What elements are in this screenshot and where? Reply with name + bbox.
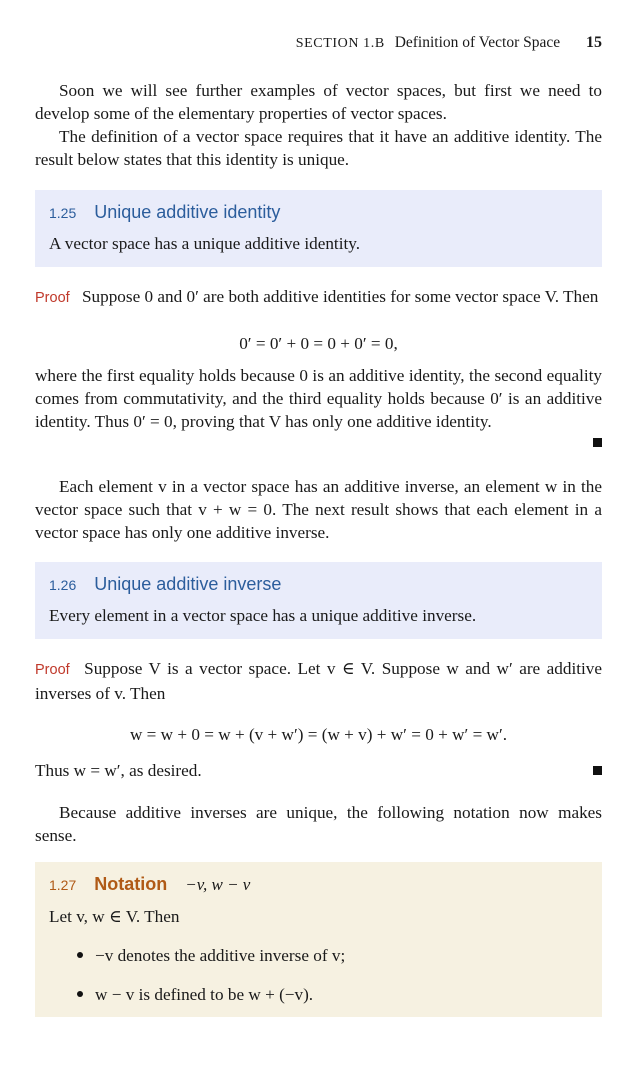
proof-1-26-equation: w = w + 0 = w + (v + w′) = (w + v) + w′ = 0 + w′ = w′.: [129, 725, 508, 744]
result-statement: A vector space has a unique additive identity.: [49, 234, 361, 253]
proof-label: Proof: [35, 290, 70, 306]
notation-number: 1.27: [49, 877, 77, 893]
result-heading: [49, 574, 281, 595]
header-title: Definition of Vector Space: [394, 34, 561, 51]
intro-paragraph-2: The definition of a vector space requires that it have an additive identity. The result below states that this identity is unique.: [35, 127, 602, 169]
bullet-icon: [77, 952, 83, 958]
bullet-text: −v denotes the additive inverse of v;: [95, 946, 346, 965]
result-number: 1.25: [49, 205, 77, 221]
mid-paragraph: Each element v in a vector space has an additive inverse, an element w in the vector space such that v + w = 0. The next result shows that each element in a vector space has only one additive inverse.: [35, 477, 602, 542]
proof-1-26-conclusion: Thus w = w′, as desired.: [35, 761, 202, 780]
running-header: [296, 34, 602, 52]
proof-1-25-equation: 0′ = 0′ + 0 = 0 + 0′ = 0,: [239, 334, 398, 353]
proof-text: Suppose 0 and 0′ are both additive identities for some vector space V. Then: [81, 287, 599, 306]
qed-mark: [593, 438, 602, 447]
header-section: SECTION 1.B: [295, 36, 385, 51]
result-box-1-25: [35, 190, 602, 267]
bullet-icon: [77, 991, 83, 997]
result-title: Unique additive identity: [94, 202, 281, 222]
result-statement: Every element in a vector space has a unique additive inverse.: [49, 606, 477, 625]
list-item: [77, 983, 313, 1006]
proof-1-25-intro: [35, 285, 602, 310]
result-box-1-26: [35, 562, 602, 639]
intro-paragraph-1: Soon we will see further examples of vector spaces, but first we need to develop some of the elementary properties of vector spaces.: [35, 81, 602, 123]
result-number: 1.26: [49, 577, 77, 593]
closing-paragraph: Because additive inverses are unique, the following notation now makes sense.: [35, 803, 602, 845]
notation-box-1-27: [35, 862, 602, 1017]
list-item: [77, 944, 345, 967]
proof-1-26-intro: [35, 657, 602, 705]
notation-heading: [49, 874, 250, 895]
notation-intro: Let v, w ∈ V. Then: [49, 907, 180, 926]
qed-mark: [593, 766, 602, 775]
proof-label: Proof: [35, 662, 70, 678]
proof-text: Suppose V is a vector space. Let v ∈ V. Suppose w and w′ are additive inverses of v. Then: [35, 659, 602, 703]
result-title: Unique additive inverse: [94, 574, 282, 594]
bullet-text: w − v is defined to be w + (−v).: [95, 985, 314, 1004]
notation-symbols: −v, w − v: [185, 875, 251, 894]
result-heading: [49, 202, 280, 223]
page-number: 15: [586, 34, 602, 51]
notation-title: Notation: [94, 874, 168, 894]
proof-1-25-body: where the first equality holds because 0 is an additive identity, the second equality comes from commutativity, and the third equality holds because 0′ is an additive identity. Thus 0′ = 0, proving that V has only one additive identity.: [35, 366, 602, 431]
